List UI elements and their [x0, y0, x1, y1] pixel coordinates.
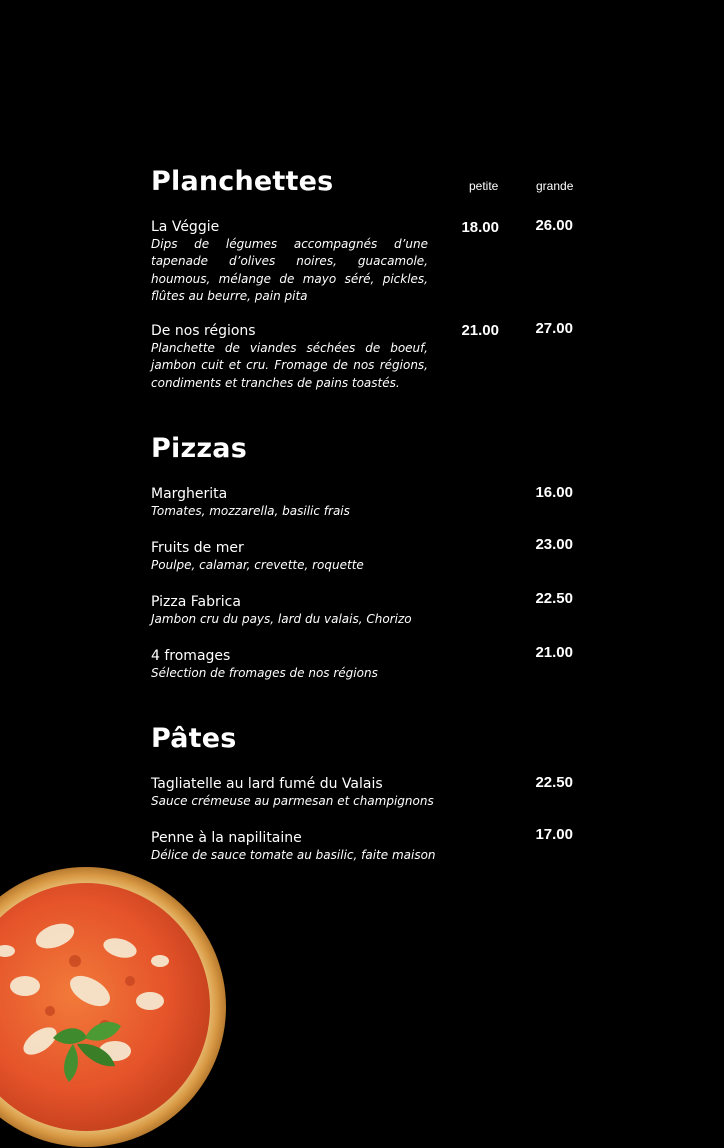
item-name: 4 fromages — [151, 648, 231, 664]
item-description: Jambon cru du pays, lard du valais, Chorizo — [151, 612, 412, 626]
price: 22.50 — [535, 590, 573, 607]
menu-item-de-nos-regions — [151, 322, 575, 392]
section-title-planchettes: Planchettes — [151, 166, 334, 197]
item-description: Sauce crémeuse au parmesan et champignons — [151, 794, 434, 808]
item-description: Planchette de viandes séchées de boeuf, jambon cuit et cru. Fromage de nos régions, condiments et tranches de pains toastés. — [151, 341, 428, 390]
price-large: 26.00 — [535, 217, 573, 234]
item-description: Sélection de fromages de nos régions — [151, 666, 378, 680]
price-small: 18.00 — [461, 219, 499, 236]
column-header-petite: petite — [469, 179, 499, 193]
menu-item-4-fromages — [151, 647, 575, 682]
section-title-pates: Pâtes — [151, 723, 237, 754]
item-name: Margherita — [151, 486, 228, 502]
price: 17.00 — [535, 826, 573, 843]
menu-item-fruits-de-mer — [151, 539, 575, 574]
price: 22.50 — [535, 774, 573, 791]
item-name: Pizza Fabrica — [151, 594, 241, 610]
item-name: La Véggie — [151, 219, 220, 235]
item-name: Tagliatelle au lard fumé du Valais — [151, 776, 383, 792]
item-name: Fruits de mer — [151, 540, 244, 556]
item-description: Dips de légumes accompagnés d’une tapenade d’olives noires, guacamole, houmous, mélange de mayo séré, pickles, flûtes au beurre, pain pita — [151, 237, 428, 304]
menu-item-pizza-fabrica — [151, 593, 575, 628]
section-title-pizzas: Pizzas — [151, 433, 247, 464]
menu-item-tagliatelle — [151, 775, 575, 810]
menu-item-margherita — [151, 485, 575, 520]
price: 21.00 — [535, 644, 573, 661]
item-name: Penne à la napilitaine — [151, 830, 302, 846]
pizza-photo-icon — [0, 866, 227, 1148]
price: 16.00 — [535, 484, 573, 501]
price: 23.00 — [535, 536, 573, 553]
column-header-grande: grande — [536, 179, 574, 193]
price-small: 21.00 — [461, 322, 499, 339]
item-description: Délice de sauce tomate au basilic, faite maison — [151, 848, 436, 862]
item-name: De nos régions — [151, 323, 256, 339]
item-description: Poulpe, calamar, crevette, roquette — [151, 558, 364, 572]
menu-item-la-veggie — [151, 218, 575, 306]
price-large: 27.00 — [535, 320, 573, 337]
menu-item-penne — [151, 829, 575, 864]
item-description: Tomates, mozzarella, basilic frais — [151, 504, 350, 518]
